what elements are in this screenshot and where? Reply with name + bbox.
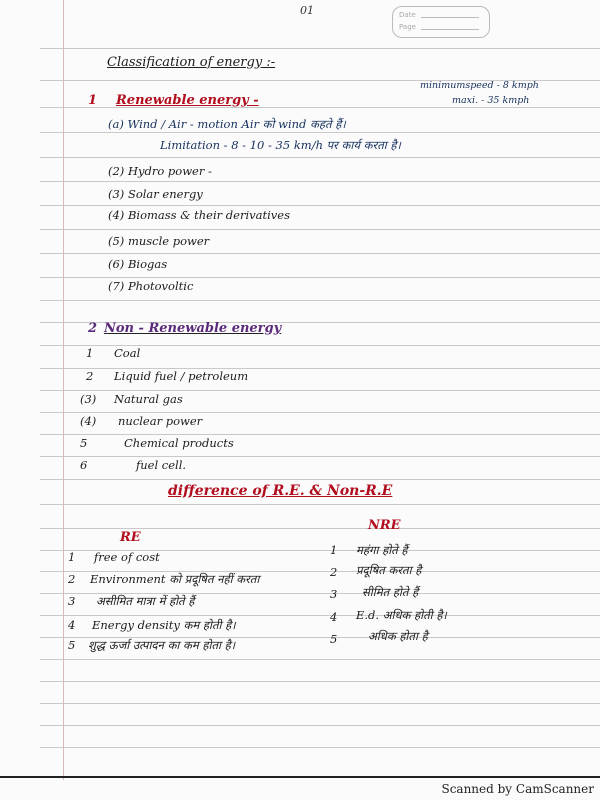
section1-item: (5) muscle power	[108, 234, 210, 248]
re-item-num: 1	[68, 550, 76, 564]
re-item: free of cost	[94, 550, 160, 564]
section2-item: nuclear power	[118, 414, 203, 428]
section2-item-num: 2	[86, 369, 94, 383]
nre-item-num: 2	[330, 565, 338, 579]
scan-bottom-edge	[0, 776, 600, 778]
note-min-speed: minimumspeed - 8 kmph	[420, 80, 539, 91]
section2-item-num: (3)	[80, 392, 97, 406]
nre-item: E.d. अधिक होती है।	[356, 608, 447, 622]
section2-number: 2	[88, 321, 98, 336]
section2-item: fuel cell.	[136, 458, 187, 472]
section1-item: Limitation - 8 - 10 - 35 km/h पर कार्य करता है।	[160, 138, 401, 152]
note-max-speed: maxi. - 35 kmph	[452, 95, 530, 106]
nre-item: अधिक होता है	[368, 629, 428, 643]
nre-item: प्रदूषित करता है	[356, 563, 422, 577]
re-column-label: RE	[120, 530, 141, 545]
nre-item: महंगा होते हैं	[356, 543, 408, 557]
date-page-stamp	[392, 6, 490, 38]
re-item: असीमित मात्रा में होते हैं	[96, 594, 195, 608]
section1-item: (6) Biogas	[108, 257, 168, 271]
section2-item: Coal	[114, 346, 141, 360]
section2-heading: Non - Renewable energy	[104, 321, 282, 336]
re-item-num: 4	[68, 618, 76, 632]
difference-heading: difference of R.E. & Non-R.E	[168, 483, 393, 499]
section2-item: Liquid fuel / petroleum	[114, 369, 249, 383]
section1-item: (3) Solar energy	[108, 187, 203, 201]
section1-item: (2) Hydro power -	[108, 164, 212, 178]
re-item: Environment को प्रदूषित नहीं करता	[90, 572, 260, 586]
section1-item: (7) Photovoltic	[108, 279, 194, 293]
re-item-num: 3	[68, 594, 76, 608]
page-title: Classification of energy :-	[107, 55, 276, 70]
section1-item: (4) Biomass & their derivatives	[108, 208, 290, 222]
nre-item-num: 1	[330, 543, 338, 557]
stamp-date-label: Date	[399, 11, 416, 19]
re-item-num: 2	[68, 572, 76, 586]
section1-number: 1	[88, 93, 98, 108]
nre-item-num: 4	[330, 610, 338, 624]
section2-item: Chemical products	[124, 436, 234, 450]
re-item: शुद्ध ऊर्जा उत्पादन का कम होता है।	[88, 638, 236, 652]
section1-item: (a) Wind / Air - motion Air को wind कहते हैं।	[108, 117, 346, 131]
nre-item-num: 3	[330, 587, 338, 601]
nre-item-num: 5	[330, 632, 338, 646]
stamp-page-label: Page	[399, 23, 416, 31]
re-item-num: 5	[68, 638, 76, 652]
section2-item-num: 1	[86, 346, 94, 360]
section1-heading: Renewable energy -	[116, 93, 259, 108]
section2-item-num: 6	[80, 458, 88, 472]
section2-item-num: 5	[80, 436, 88, 450]
nre-item: सीमित होते हैं	[362, 585, 419, 599]
page-number: 01	[300, 4, 314, 17]
scanner-watermark: Scanned by CamScanner	[441, 782, 594, 796]
nre-column-label: NRE	[368, 518, 401, 533]
re-item: Energy density कम होती है।	[92, 618, 236, 632]
section2-item: Natural gas	[114, 392, 183, 406]
section2-item-num: (4)	[80, 414, 97, 428]
